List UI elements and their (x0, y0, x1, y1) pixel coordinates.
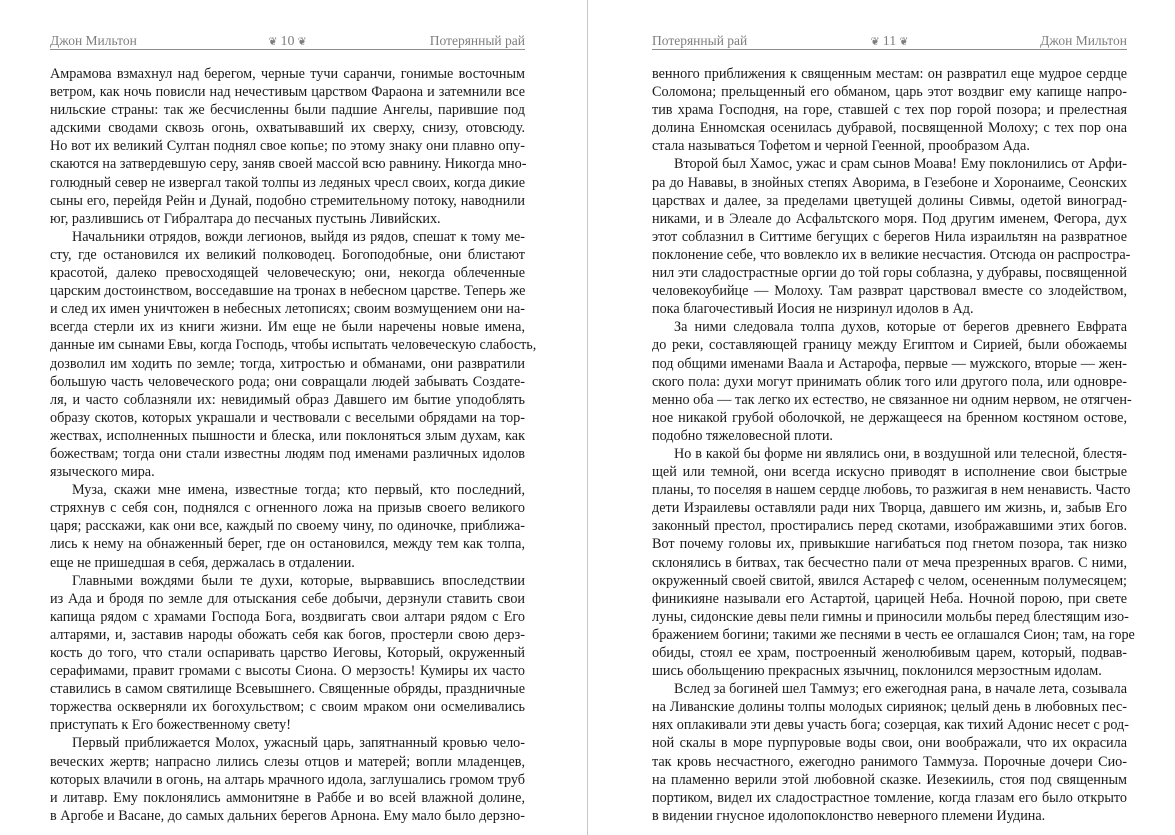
right-ornament-icon: ❦ (297, 36, 307, 48)
text-line: стряхнув с себя сон, поднялся с огненного ложа на призыв своего великого (50, 500, 525, 517)
text-line: портиком, видел их сладострастное томление, когда глазам его было открыто (652, 789, 1127, 806)
text-line: законный престол, простирались перед скотами, изображавшими этих богов. (652, 518, 1127, 535)
header-author: Джон Мильтон (1040, 33, 1127, 48)
text-line: в видении гнусное идолопоклонство неверного племени Иудина. (652, 807, 1046, 824)
text-line: бражением богини; такими же песнями в честь ее оглашался Сион; там, на горе (652, 626, 1135, 643)
text-line: данные им сынами Евы, когда Господь, чтобы испытать человеческую слабость, (50, 337, 537, 354)
right-page (652, 0, 1135, 835)
text-line: лись к нему на обнаженный берег, где он остановился, между тем как толпа, (50, 536, 525, 553)
paragraph (652, 65, 1127, 155)
text-line: адскими сводами сквозь огонь, охватывавший их сверху, снизу, отовсюду. (50, 120, 525, 137)
text-line: алтарями, и, заставив народы обожать себя как богов, простерли свою дерз- (50, 626, 525, 643)
text-line: нях оплакивали эти девы участь бога; созерцая, как тихий Адонис несет с род- (652, 717, 1129, 734)
text-line: ставились в самом святилище Всевышнего. Священные обряды, праздничные (50, 681, 525, 698)
text-line: торжества оскверняли их богохульством; с своим мраком они осмеливались (50, 699, 525, 716)
text-line: нильские страны: так же бесчисленны были падшие Ангелы, парившие под (50, 102, 525, 119)
page-number: 10 (280, 34, 295, 49)
text-line: скаются на затвердевшую серу, заняв своей массой всю равнину. Никогда мно- (50, 156, 527, 173)
text-line: Но в какой бы форме ни являлись они, в воздушной или телесной, блестя- (674, 445, 1127, 462)
text-line: луны, сидонские девы пели гимны и приносили мольбы перед блестящим изо- (652, 608, 1129, 625)
text-line: дети Израилевы оставляли ради них Творца, давшего им жизнь, и, забыв Его (652, 500, 1127, 517)
text-line: сту, где остановился их великий полководец. Богоподобные, они блистают (50, 246, 525, 263)
text-line: кость до того, что стали оспаривать царство Иеговы, Который, окруженный (50, 645, 525, 661)
text-line: приступать к Его божественному свету! (50, 717, 291, 734)
text-line: которых влачили в огонь, на алтарь мрачного идола, заглушались громом труб (50, 771, 525, 788)
text-line: шись обольщению прекрасных язычниц, поклонился мерзостным идолам. (652, 663, 1102, 680)
paragraph (652, 318, 1132, 445)
text-line: За ними следовала толпа духов, которые от берегов древнего Евфрата (674, 319, 1127, 336)
text-line: большую часть человеческого рода; они совращали людей забывать Создате- (50, 373, 525, 390)
text-line: ля, и часто соблазняли их: невидимый образ Давшего им бытие уподоблять (50, 391, 525, 408)
text-line: Второй был Хамос, ужас и срам сынов Моава! Ему поклонились от Арфи- (674, 156, 1127, 173)
paragraph (652, 680, 1127, 825)
text-line: пока благочестивый Иосия не низринул идолов в Ад. (652, 301, 974, 318)
text-line: сыны его, перейдя Рейн и Дунай, подобно стремительному потоку, наводнили (50, 192, 525, 209)
text-line: юг, разлившись от Гибралтара до песчаных пустынь Ливийских. (50, 210, 441, 227)
text-body (652, 65, 1135, 825)
text-line: в Аргобе и Васане, до самых дальних берегов Арнона. Ему мало было дерзно- (50, 807, 525, 824)
text-line: жествах, исполненных пышности и блеска, или поклоняться злым духам, как (50, 427, 525, 444)
text-line: обиды, стоял ее храм, построенный женолюбивым царем, который, подвав- (652, 645, 1127, 661)
header-title: Потерянный рай (652, 33, 748, 48)
text-line: ра до Нававы, в знойных степях Аворима, в Гезебоне и Хоронаиме, Сеонских (652, 174, 1127, 191)
page-number: 11 (882, 34, 897, 49)
text-line: стала называться Тофетом и черной Геенной, прообразом Ада. (652, 138, 1030, 155)
text-line: всегда стерли их из книги жизни. Им еще не были наречены новые имена, (50, 319, 525, 336)
text-line: поклонение себе, что вовлекло их в великие несчастия. Отсюда он распростра- (652, 246, 1131, 263)
text-line: под общими именами Ваала и Астарофа, первые — мужского, вторые — жен- (652, 355, 1127, 372)
paragraph (652, 155, 1131, 318)
text-line: голюдный север не извергал такой толпы из ледяных чресл своих, когда дикие (50, 174, 525, 191)
text-line: подобно тяжеловесной плоти. (652, 427, 833, 444)
text-line: Главными вождями были те духи, которые, вырвавшись впоследствии (72, 572, 525, 589)
text-line: ского пола: духи могут принимать облик того или другого пола, или одновре- (652, 373, 1127, 390)
text-line: Амрамова взмахнул над берегом, черные тучи саранчи, гонимые восточным (50, 66, 525, 82)
paragraph (652, 445, 1135, 680)
text-line: до реки, составляющей границу между Египтом и Сирией, были обожаемы (652, 337, 1127, 354)
text-line: Соломона; прельщенный его обманом, царь этот воздвиг ему капище напро- (652, 84, 1127, 101)
text-line: и след их имен уничтожен в небесных летописях; своим возмущением они на- (50, 301, 525, 318)
text-line: царским достоинством, восседавшие на тронах в небесном царстве. Теперь же (50, 283, 526, 300)
text-line: Муза, скажи мне имена, известные тогда; кто первый, кто последний, (72, 482, 525, 499)
header-rule (50, 49, 525, 50)
text-line: ное никакой грубой оболочкой, не держащееся на бренном костяном остове, (652, 409, 1127, 426)
running-header (50, 33, 525, 49)
text-line: еще не пришедшая в себя, держалась в отдалении. (50, 554, 355, 571)
running-header (652, 33, 1127, 49)
header-rule (652, 49, 1127, 50)
text-line: Начальники отрядов, вожди легионов, выйдя из рядов, спешат к тому ме- (72, 228, 525, 245)
text-line: Первый приближается Молох, ужасный царь, запятнанный кровью чело- (72, 735, 525, 752)
paragraph (50, 228, 537, 481)
paragraph (50, 65, 525, 228)
text-line: человекоубийце — Молоху. Там разврат царствовал вместе со злодейством, (652, 283, 1127, 300)
text-line: Вот почему головы их, привыкшие нагибаться под гнетом позора, так низко (652, 536, 1127, 553)
header-title: Потерянный рай (429, 33, 525, 48)
text-line: этот соблазнил в Ситтиме бегущих с берегов Нила израильтян на развратное (652, 228, 1127, 245)
left-ornament-icon: ❦ (268, 36, 278, 48)
text-line: ветром, как ночь повисли над нечестивым царством Фараона и затемнили все (50, 84, 525, 101)
text-line: божествам; тогда они стали известны людям под именами различных идолов (50, 445, 525, 462)
text-line: на Ливанские долины толпы молодых сириянок; целый день в любовных пес- (652, 699, 1127, 716)
text-line: Но вот их великий Султан поднял свое копье; по этому знаку они плавно опу- (50, 138, 525, 155)
left-page (50, 0, 537, 835)
text-line: окруженный своей свитой, явился Астареф с челом, осененным полумесяцем; (652, 572, 1127, 589)
text-line: так кровь несчастного, ежегодно ранимого Таммуза. Порочные дочери Сио- (652, 753, 1127, 770)
right-ornament-icon: ❦ (899, 36, 909, 48)
text-line: красотой, далеко превосходящей человеческую; они, некогда облеченные (50, 265, 525, 282)
text-line: серафимами, правит громами с высоты Сиона. О мерзость! Кумиры их часто (50, 663, 525, 680)
text-line: царя; расскажи, как они все, каждый по своему чину, по одиночке, приближа- (50, 518, 525, 535)
text-line: долина Енномская осенилась дубравой, посвященной Молоху; с тех пор она (652, 120, 1127, 137)
text-line: никами, и в Элеале до Асфальтского моря. Под другим именем, Фегора, дух (652, 210, 1127, 227)
header-author: Джон Мильтон (50, 33, 137, 48)
text-line: Вслед за богиней шел Таммуз; его ежегодная рана, в начале лета, созывала (674, 681, 1127, 698)
text-line: дозволил им ходить по земле; тогда, хитростью и обманами, они развратили (50, 355, 525, 372)
paragraph (50, 734, 525, 824)
text-line: финикияне называли его Астартой, царицей Неба. Ночной порою, при свете (652, 590, 1127, 607)
text-line: нил эти сладострастные оргии до той горы соблазна, у дубравы, посвященной (652, 265, 1127, 282)
text-line: из Ада и бродя по земле для отыскания себе добычи, дерзнули ставить свои (50, 590, 525, 607)
paragraph (50, 481, 525, 571)
text-line: ной скалы в море пурпуровые воды свои, они воображали, что их окрасила (652, 735, 1127, 752)
text-line: веческих жертв; напрасно лились слезы отцов и матерей; вопли младенцев, (50, 753, 525, 770)
text-line: на пламенно верили этой любовной сказке. Иезекииль, стоя под священным (652, 771, 1127, 788)
text-line: языческого мира. (50, 464, 155, 481)
text-line: и литавр. Ему поклонялись аммонитяне в Раббе и во всей влажной долине, (50, 789, 525, 806)
text-line: щей или темной, они всегда искусно приводят в исполнение свои быстрые (652, 464, 1127, 481)
text-body (50, 65, 537, 825)
text-line: царствах и далее, за пределами цветущей долины Сивмы, одетой виноград- (652, 192, 1127, 209)
text-line: капища рядом с храмами Господа Бога, воздвигать свои алтари рядом с Его (50, 608, 525, 625)
text-line: тив храма Господня, на горе, ставшей с тех пор горой позора; и прелестная (652, 102, 1127, 119)
text-line: образу скотов, которых украшали и чествовали с веселыми обрядами на тор- (50, 409, 525, 426)
text-line: планы, то поселяя в нашем сердце любовь, то разжигая в нем ненависть. Часто (652, 482, 1131, 499)
left-ornament-icon: ❦ (870, 36, 880, 48)
paragraph (50, 572, 525, 735)
spread-gutter (587, 0, 588, 835)
text-line: склонялись в битвах, так бесчестно пали от меча презренных врагов. С ними, (652, 554, 1127, 571)
text-line: венного приближения к священным местам: он развратил еще мудрое сердце (652, 66, 1127, 82)
text-line: менно оба — так легко их естество, не связанное ни одним нервом, не отягчен- (652, 391, 1132, 408)
